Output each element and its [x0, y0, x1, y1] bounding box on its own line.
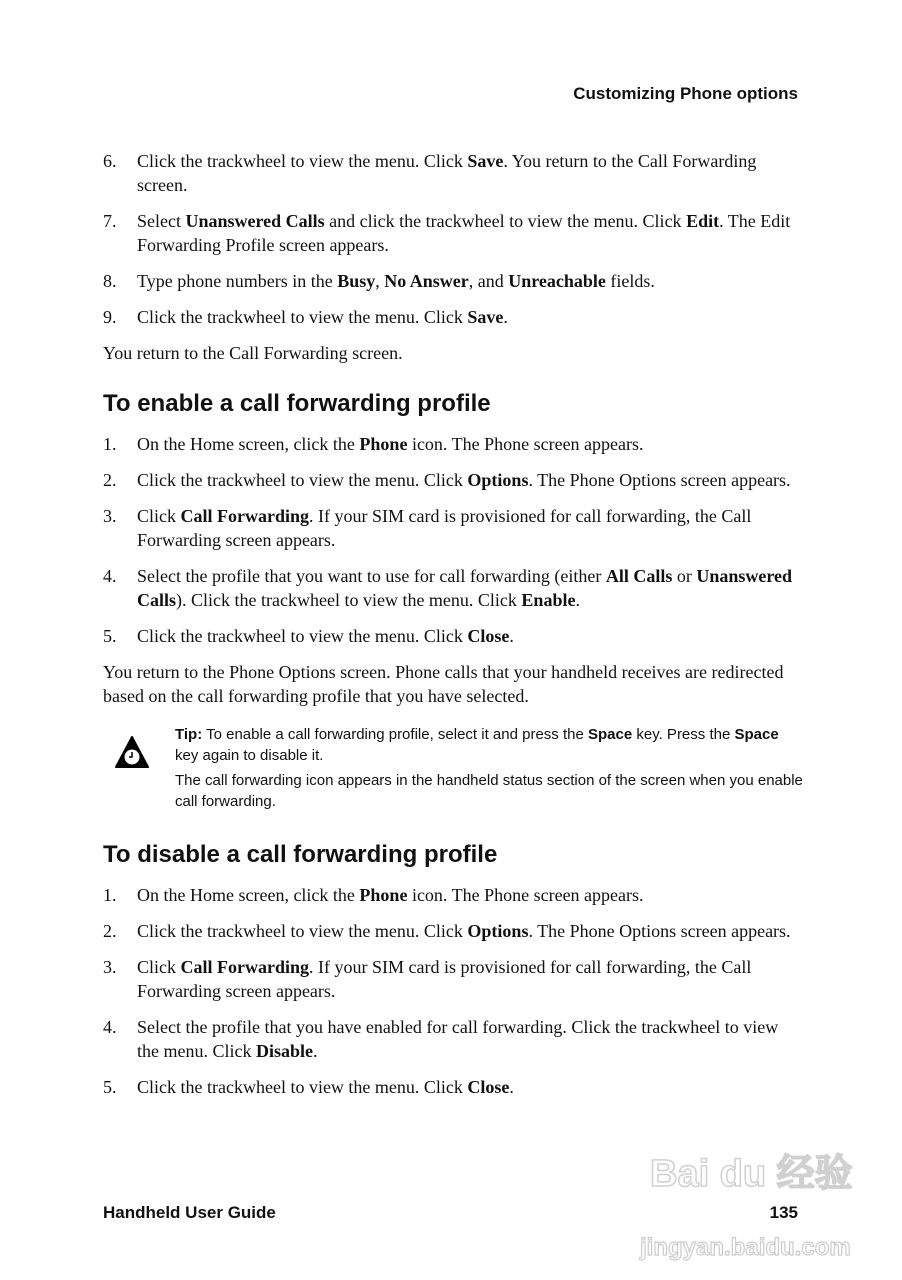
text-run: Click the trackwheel to view the menu. Click — [137, 626, 468, 646]
text-run: . — [509, 626, 514, 646]
text-run: Click — [137, 506, 181, 526]
running-header: Customizing Phone options — [573, 84, 798, 103]
text-run: . — [503, 307, 508, 327]
bold-term: Close — [467, 1077, 510, 1097]
item-number: 4. — [103, 1017, 117, 1037]
bold-term: Disable — [255, 1041, 313, 1061]
item-number: 5. — [103, 1077, 117, 1097]
list-item — [103, 564, 803, 612]
bold-term: Space — [588, 726, 633, 743]
bold-term: Space — [734, 726, 779, 743]
item-text — [137, 883, 803, 907]
text-run: On the Home screen, click the — [137, 885, 360, 905]
bold-term: Options — [467, 921, 529, 941]
bold-term: No Answer — [384, 271, 469, 291]
text-run: . If your SIM card is provisioned for call forwarding, the Call Forwarding screen appears. — [137, 506, 752, 550]
text-run: icon. The Phone screen appears. — [407, 885, 644, 905]
text-run: , and — [468, 271, 509, 291]
item-number: 6. — [103, 151, 117, 171]
list-item — [103, 919, 803, 943]
bold-term: Unanswered Calls — [185, 211, 325, 231]
text-run: The call forwarding icon appears in the handheld status section of the screen when you enable call forwarding. — [175, 772, 803, 810]
list-item — [103, 504, 803, 552]
item-number: 3. — [103, 957, 117, 977]
text-run: Click the trackwheel to view the menu. Click — [137, 307, 468, 327]
watermark-url: jingyan.baidu.com — [640, 1234, 851, 1261]
list-item — [103, 269, 803, 293]
text-run: You return to the Call Forwarding screen. — [103, 343, 403, 363]
item-number: 7. — [103, 211, 117, 231]
paragraph — [103, 341, 803, 365]
list-item — [103, 209, 803, 257]
item-number: 3. — [103, 506, 117, 526]
text-run: Click — [137, 957, 181, 977]
text-run: You return to the Phone Options screen. Phone calls that your handheld receives are redirected based on the call forwarding profile that you have selected. — [103, 662, 784, 706]
item-text — [137, 432, 803, 456]
section-heading: To enable a call forwarding profile — [103, 390, 491, 417]
list-item — [103, 624, 803, 648]
bold-term: Save — [467, 151, 504, 171]
section-heading: To disable a call forwarding profile — [103, 841, 498, 868]
item-text — [137, 504, 803, 552]
text-run: Select the profile that you want to use for call forwarding (either — [137, 566, 606, 586]
text-run: fields. — [605, 271, 655, 291]
item-text — [137, 269, 803, 293]
bold-term: Phone — [359, 885, 408, 905]
tip-paragraph — [175, 770, 803, 812]
text-run: icon. The Phone screen appears. — [407, 434, 644, 454]
bold-term: Unreachable — [508, 271, 606, 291]
text-run: . The Edit Forwarding Profile screen appears. — [137, 211, 791, 255]
text-run: Click the trackwheel to view the menu. Click — [137, 1077, 468, 1097]
bold-term: Call Forwarding — [180, 957, 309, 977]
item-text — [137, 624, 803, 648]
text-run: key again to disable it. — [175, 747, 324, 764]
text-run: . The Phone Options screen appears. — [528, 470, 791, 490]
item-text — [137, 1075, 803, 1099]
item-text — [137, 919, 803, 943]
item-number: 2. — [103, 470, 117, 490]
text-run: . You return to the Call Forwarding screen. — [137, 151, 757, 195]
text-run: . If your SIM card is provisioned for call forwarding, the Call Forwarding screen appears. — [137, 957, 752, 1001]
bold-term: Edit — [686, 211, 720, 231]
bold-term: Busy — [337, 271, 376, 291]
text-run: , — [375, 271, 385, 291]
list-item — [103, 305, 803, 329]
list-item — [103, 883, 803, 907]
text-run: and click the trackwheel to view the menu. Click — [324, 211, 687, 231]
footer-title: Handheld User Guide — [103, 1203, 276, 1222]
item-text — [137, 149, 803, 197]
list-item — [103, 1075, 803, 1099]
bold-term: All Calls — [605, 566, 673, 586]
item-number: 2. — [103, 921, 117, 941]
bold-term: Phone — [359, 434, 408, 454]
tip-clock-icon — [103, 724, 175, 816]
tip-paragraph — [175, 724, 803, 766]
item-number: 5. — [103, 626, 117, 646]
bold-term: Enable — [521, 590, 576, 610]
text-run: . — [313, 1041, 318, 1061]
bold-term: Close — [467, 626, 510, 646]
bold-term: Options — [467, 470, 529, 490]
item-number: 1. — [103, 434, 117, 454]
text-run: Click the trackwheel to view the menu. Click — [137, 921, 468, 941]
text-run: . — [575, 590, 580, 610]
text-run: On the Home screen, click the — [137, 434, 360, 454]
text-run: Click the trackwheel to view the menu. Click — [137, 151, 468, 171]
page-number: 135 — [769, 1203, 798, 1222]
list-item — [103, 1015, 803, 1063]
tip-text — [175, 724, 803, 816]
item-text — [137, 468, 803, 492]
list-item — [103, 468, 803, 492]
list-item — [103, 149, 803, 197]
bold-term: Unanswered Calls — [137, 566, 793, 610]
item-number: 1. — [103, 885, 117, 905]
text-run: Select — [137, 211, 186, 231]
text-run: Select the profile that you have enabled for call forwarding. Click the trackwheel to view the menu. Click — [137, 1017, 779, 1061]
item-text — [137, 564, 803, 612]
text-run: Type phone numbers in the — [137, 271, 338, 291]
item-text — [137, 209, 803, 257]
item-text — [137, 305, 803, 329]
text-run: or — [672, 566, 697, 586]
item-number: 9. — [103, 307, 117, 327]
list-item — [103, 955, 803, 1003]
list-item — [103, 432, 803, 456]
text-run: . The Phone Options screen appears. — [528, 921, 791, 941]
bold-term: Call Forwarding — [180, 506, 309, 526]
text-run: ). Click the trackwheel to view the menu. Click — [176, 590, 522, 610]
paragraph — [103, 660, 803, 708]
text-run: . — [509, 1077, 514, 1097]
item-number: 8. — [103, 271, 117, 291]
item-text — [137, 1015, 803, 1063]
page-content — [103, 149, 803, 1111]
watermark-logo: Bai du 经验 — [650, 1153, 853, 1195]
bold-term: Tip: — [175, 726, 203, 743]
bold-term: Save — [467, 307, 504, 327]
item-number: 4. — [103, 566, 117, 586]
text-run: To enable a call forwarding profile, select it and press the — [202, 726, 588, 743]
text-run: Click the trackwheel to view the menu. Click — [137, 470, 468, 490]
text-run: key. Press the — [632, 726, 735, 743]
tip-note — [103, 724, 803, 816]
item-text — [137, 955, 803, 1003]
